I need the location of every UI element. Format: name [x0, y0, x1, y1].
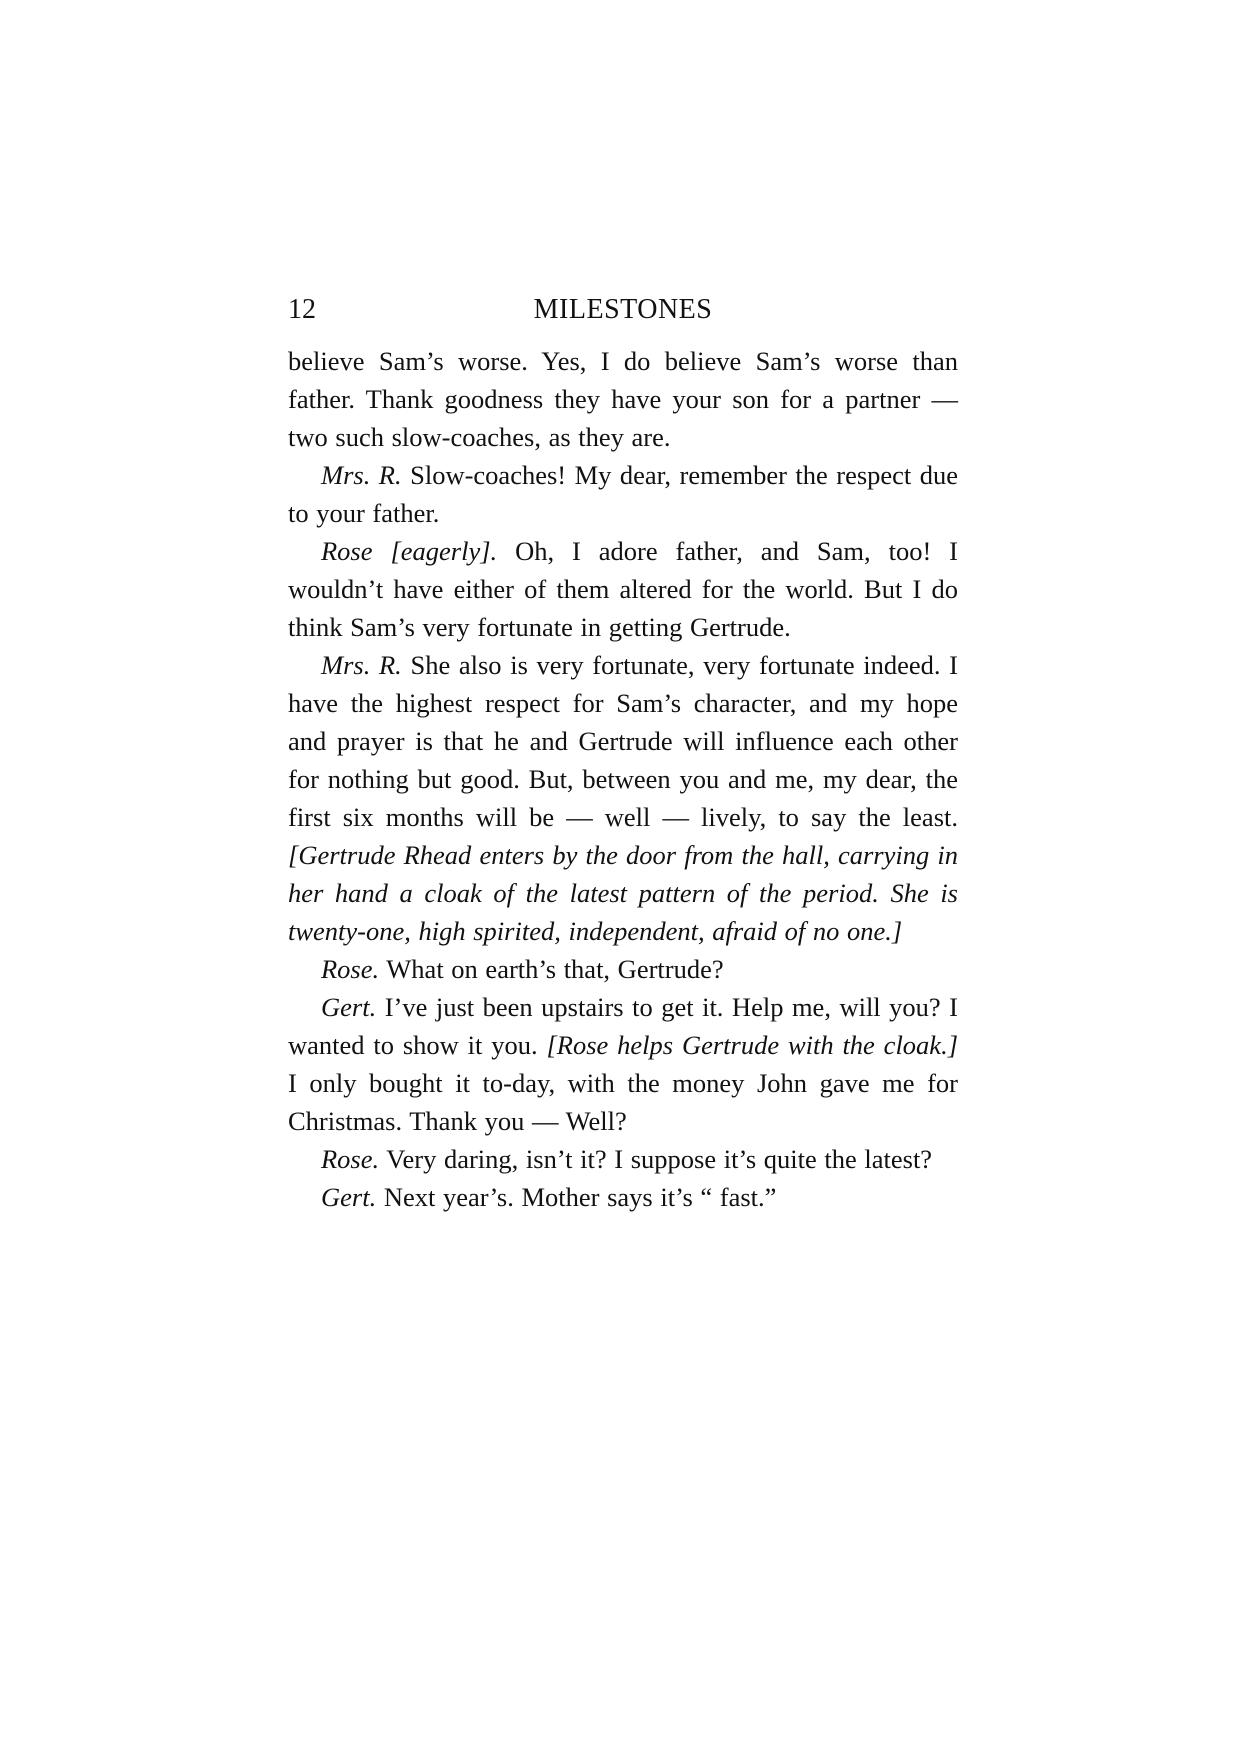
speaker-name: Mrs. R.: [321, 460, 402, 490]
speaker-name: Rose: [321, 536, 373, 566]
dialogue-text: Very daring, isn’t it? I suppose it’s quite the latest?: [386, 1144, 933, 1174]
stage-direction: [eagerly].: [390, 536, 498, 566]
stage-direction: [Gertrude Rhead enters by the door from the hall, carrying in her hand a cloak of the latest pattern of the period. She is twenty-one, high spirited, independent, afraid of no one.]: [288, 840, 958, 946]
stage-direction: [Rose helps Gertrude with the cloak.]: [546, 1030, 959, 1060]
dialogue-text: Slow-coaches! My dear, remember the respect due to your father.: [288, 460, 959, 528]
dialogue-text: I only bought it to-day, with the money John gave me for Christmas. Thank you — Well?: [288, 1068, 958, 1136]
dialogue-paragraph: [288, 1178, 958, 1216]
paragraph-continuation: [288, 342, 958, 456]
dialogue-text: Oh, I adore father, and Sam, too! I wouldn’t have either of them altered for the world. But I do think Sam’s very fortunate in getting Gertrude.: [288, 536, 959, 642]
book-page: [288, 290, 958, 1216]
dialogue-paragraph: [288, 456, 958, 532]
dialogue-text: Next year’s. Mother says it’s “ fast.”: [383, 1182, 777, 1212]
dialogue-paragraph: [288, 532, 958, 646]
speaker-name: Rose.: [321, 954, 380, 984]
speaker-name: Rose.: [321, 1144, 380, 1174]
speaker-name: Gert.: [321, 992, 377, 1022]
dialogue-text: She also is very fortunate, very fortunate indeed. I have the highest respect for Sam’s character, and my hope and prayer is that he and Gertrude will influence each other for nothing but good. But, between you and me, my dear, the first six months will be — well — lively, to say the least.: [288, 650, 958, 832]
dialogue-text: believe Sam’s worse. Yes, I do believe Sam’s worse than father. Thank goodness they have your son for a partner — two such slow-coaches, as they are.: [288, 346, 958, 452]
dialogue-paragraph: [288, 988, 958, 1140]
dialogue-text: I’ve just been upstairs to get it. Help me, will you? I wanted to show it you.: [288, 992, 958, 1060]
dialogue-text: What on earth’s that, Gertrude?: [386, 954, 724, 984]
dialogue-paragraph: [288, 646, 958, 950]
speaker-name: Gert.: [321, 1182, 377, 1212]
page-number: 12: [288, 294, 316, 325]
dialogue-paragraph: [288, 950, 958, 988]
page-header: [288, 290, 958, 330]
speaker-name: Mrs. R.: [321, 650, 402, 680]
dialogue-paragraph: [288, 1140, 958, 1178]
running-title: MILESTONES: [533, 294, 713, 325]
